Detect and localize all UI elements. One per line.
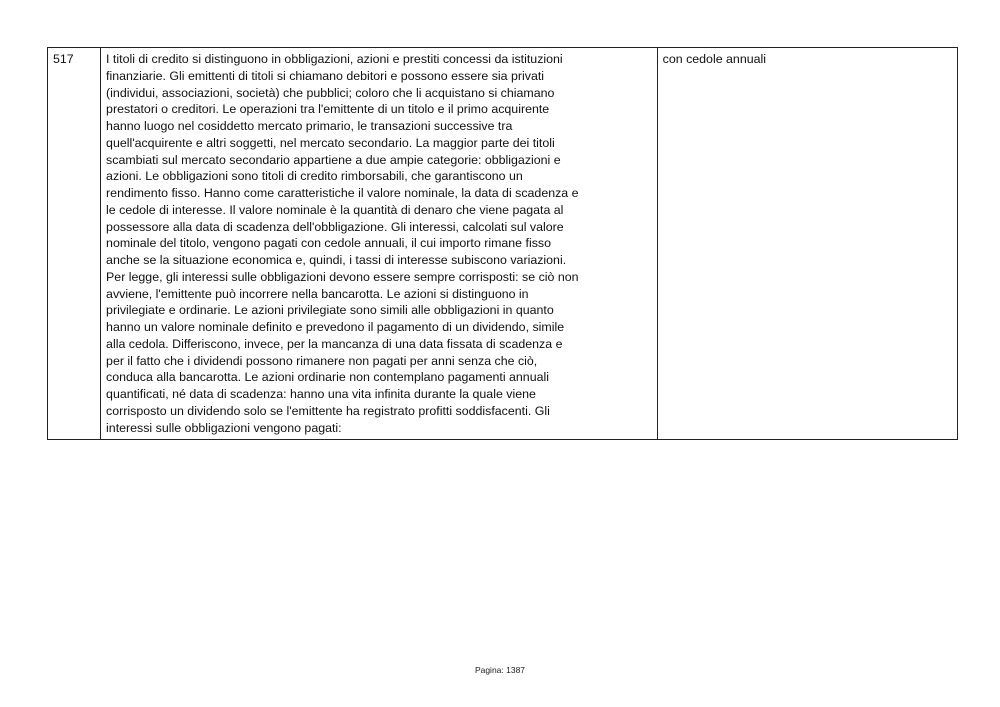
question-text-line: alla cedola. Differiscono, invece, per la mancanza di una data fissata di scadenza e (106, 336, 563, 351)
question-text-line: nominale del titolo, vengono pagati con cedole annuali, il cui importo rimane fisso (106, 236, 551, 251)
question-text-line: avviene, l'emittente può incorrere nella bancarotta. Le azioni si distinguono in (106, 286, 529, 301)
question-text-line: scambiati sul mercato secondario appartiene a due ampie categorie: obbligazioni e (106, 152, 561, 167)
question-text-line: privilegiate e ordinarie. Le azioni privilegiate sono simili alle obbligazioni in quanto (106, 303, 554, 318)
question-text-line: finanziarie. Gli emittenti di titoli si chiamano debitori e possono essere sia privati (106, 68, 545, 83)
question-text-line: conduca alla bancarotta. Le azioni ordinarie non contemplano pagamenti annuali (106, 370, 549, 385)
question-text (106, 51, 652, 436)
question-text-line: interessi sulle obbligazioni vengono pagati: (106, 420, 342, 435)
question-text-line: possessore alla data di scadenza dell'obbligazione. Gli interessi, calcolati sul valore (106, 219, 564, 234)
question-text-line: anche se la situazione economica e, quindi, i tassi di interesse subiscono variazioni. (106, 253, 567, 267)
question-text-line: (individui, associazioni, società) che pubblici; coloro che li acquistano si chiamano (106, 85, 555, 100)
page-footer: Pagina: 1387 (474, 665, 526, 675)
answer-text: con cedole annuali (657, 48, 957, 440)
question-text-line: Per legge, gli interessi sulle obbligazioni devono essere sempre corrisposti: se ciò non (106, 269, 579, 284)
question-number: 517 (48, 48, 101, 440)
question-text-line: I titoli di credito si distinguono in obbligazioni, azioni e prestiti concessi da istituzioni (106, 52, 563, 66)
question-table (47, 47, 958, 440)
question-text-line: quantificati, né data di scadenza: hanno una vita infinita durante la quale viene (106, 387, 536, 401)
table-row (48, 48, 958, 440)
question-text-line: rendimento fisso. Hanno come caratteristiche il valore nominale, la data di scadenza e (106, 186, 579, 200)
question-text-line: hanno luogo nel cosiddetto mercato primario, le transazioni successive tra (106, 119, 513, 133)
question-text-line: corrisposto un dividendo solo se l'emittente ha registrato profitti soddisfacenti. Gli (106, 403, 550, 418)
question-text-line: per il fatto che i dividendi possono rimanere non pagati per anni senza che ciò, (106, 353, 538, 368)
question-text-line: prestatori o creditori. Le operazioni tra l'emittente di un titolo e il primo acquirente (106, 102, 550, 117)
question-text-line: hanno un valore nominale definito e prevedono il pagamento di un dividendo, simile (106, 320, 565, 334)
question-text-line: azioni. Le obbligazioni sono titoli di credito rimborsabili, che garantiscono un (106, 169, 523, 184)
question-text-line: le cedole di interesse. Il valore nominale è la quantità di denaro che viene pagata al (106, 202, 564, 217)
question-text-cell (101, 48, 658, 440)
question-text-line: quell'acquirente e altri soggetti, nel mercato secondario. La maggior parte dei titoli (106, 135, 555, 150)
